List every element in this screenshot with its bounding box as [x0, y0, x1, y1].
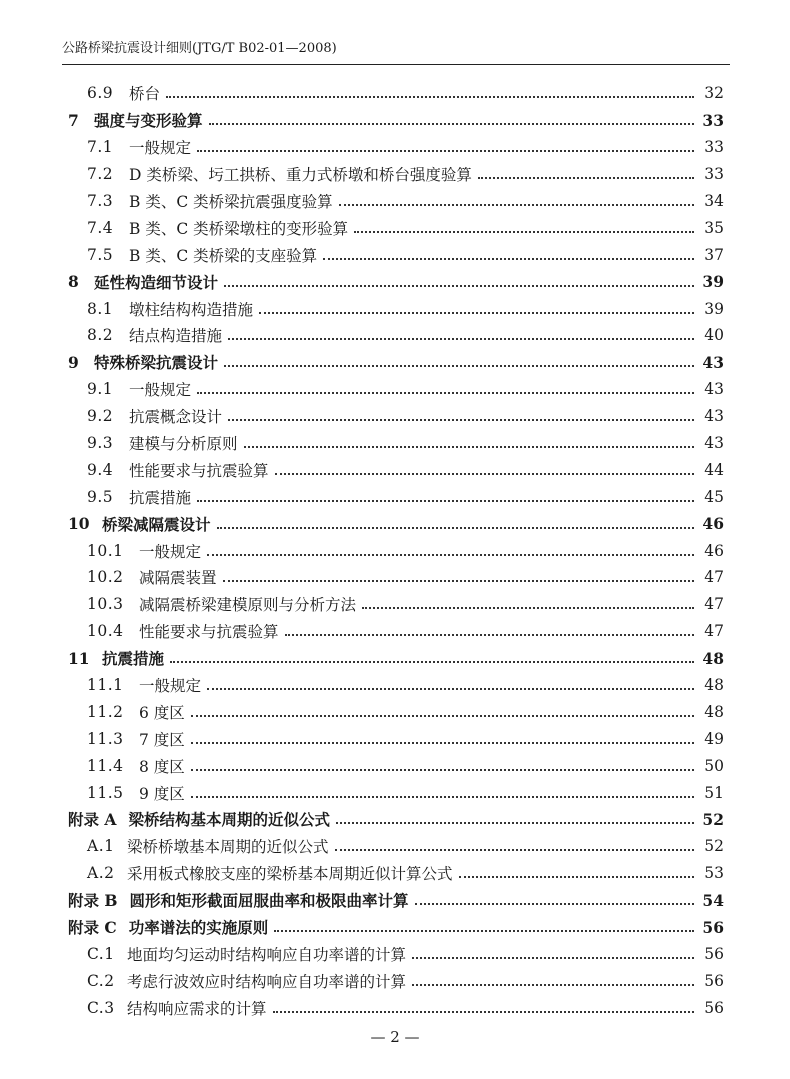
toc-entry-page: 49 — [704, 729, 724, 748]
toc-entry-label — [87, 701, 185, 723]
toc-leader-dots — [191, 715, 694, 717]
toc-entry-page: 33 — [704, 165, 724, 184]
toc-section-entry[interactable] — [0, 161, 790, 188]
toc-leader-dots — [259, 312, 694, 314]
toc-entry-number: 附录 C — [68, 918, 117, 938]
toc-leader-dots — [197, 500, 694, 502]
toc-entry-title: 减隔震桥梁建模原则与分析方法 — [139, 596, 357, 615]
toc-entry-page: 47 — [704, 568, 724, 587]
toc-section-entry[interactable] — [0, 430, 790, 457]
toc-entry-number: 11.2 — [87, 702, 124, 721]
toc-entry-number: 9.1 — [87, 380, 114, 399]
toc-section-entry[interactable] — [0, 860, 790, 887]
toc-entry-title: 8 度区 — [139, 757, 185, 776]
toc-leader-dots — [339, 204, 694, 206]
toc-entry-number: 附录 A — [68, 810, 117, 830]
page-number: — 2 — — [370, 1028, 420, 1046]
toc-section-entry[interactable] — [0, 134, 790, 161]
toc-section-entry[interactable] — [0, 295, 790, 322]
toc-section-entry[interactable] — [0, 80, 790, 107]
toc-entry-title: 性能要求与抗震验算 — [129, 461, 269, 480]
toc-entry-number: 7 — [68, 110, 79, 130]
toc-section-entry[interactable] — [0, 591, 790, 618]
toc-entry-label — [87, 324, 222, 346]
toc-entry-title: 6 度区 — [139, 703, 185, 722]
toc-entry-number: 7.1 — [87, 138, 114, 157]
toc-section-entry[interactable] — [0, 483, 790, 510]
toc-leader-dots — [166, 96, 694, 98]
toc-chapter-entry[interactable] — [0, 268, 790, 295]
toc-entry-label — [87, 970, 406, 992]
toc-leader-dots — [197, 150, 694, 152]
toc-section-entry[interactable] — [0, 322, 790, 349]
toc-entry-page: 48 — [704, 676, 724, 695]
toc-entry-number: 8.2 — [87, 326, 114, 345]
toc-entry-page: 53 — [704, 864, 724, 883]
toc-entry-page: 44 — [704, 460, 724, 479]
toc-entry-page: 56 — [704, 971, 724, 990]
toc-leader-dots — [285, 634, 694, 636]
toc-entry-label — [68, 647, 164, 669]
toc-leader-dots — [415, 903, 694, 905]
toc-entry-title: B 类、C 类桥梁墩柱的变形验算 — [129, 219, 349, 238]
toc-entry-page: 52 — [704, 837, 724, 856]
toc-entry-label — [87, 620, 279, 642]
table-of-contents — [0, 80, 790, 1021]
toc-entry-title: 一般规定 — [139, 542, 202, 561]
toc-entry-number: 9.2 — [87, 407, 114, 426]
toc-entry-page: 56 — [702, 917, 724, 937]
toc-leader-dots — [209, 123, 694, 125]
toc-entry-label — [87, 298, 253, 320]
toc-chapter-entry[interactable] — [0, 349, 790, 376]
toc-section-entry[interactable] — [0, 403, 790, 430]
toc-section-entry[interactable] — [0, 941, 790, 968]
toc-entry-label — [68, 808, 330, 830]
toc-entry-page: 33 — [702, 110, 724, 130]
toc-leader-dots — [275, 473, 694, 475]
toc-entry-number: 10.4 — [87, 622, 124, 641]
toc-entry-number: 9.5 — [87, 487, 114, 506]
toc-entry-number: 10.3 — [87, 595, 124, 614]
toc-entry-title: 抗震措施 — [129, 488, 192, 507]
toc-entry-title: B 类、C 类桥梁抗震强度验算 — [129, 193, 333, 211]
toc-entry-number: 7.3 — [87, 192, 114, 210]
toc-leader-dots — [170, 661, 694, 663]
toc-section-entry[interactable] — [0, 618, 790, 645]
toc-entry-title: 功率谱法的实施原则 — [128, 918, 269, 938]
toc-entry-label — [87, 378, 191, 400]
toc-entry-title: 一般规定 — [139, 677, 202, 696]
toc-entry-number: 10.2 — [87, 568, 124, 587]
toc-leader-dots — [354, 231, 694, 233]
toc-section-entry[interactable] — [0, 241, 790, 268]
toc-entry-title: 梁桥结构基本周期的近似公式 — [128, 810, 330, 830]
toc-entry-title: B 类、C 类桥梁的支座验算 — [129, 246, 318, 265]
toc-entry-title: 延性构造细节设计 — [94, 272, 219, 292]
toc-entry-page: 48 — [702, 648, 724, 668]
toc-entry-label — [68, 271, 218, 293]
toc-entry-label — [87, 755, 185, 777]
toc-entry-title: 抗震概念设计 — [129, 408, 223, 427]
toc-entry-label — [87, 593, 356, 615]
toc-entry-page: 34 — [704, 192, 724, 210]
toc-entry-title: 梁桥桥墩基本周期的近似公式 — [127, 838, 329, 857]
toc-entry-number: A.1 — [87, 837, 115, 856]
toc-section-entry[interactable] — [0, 214, 790, 241]
toc-entry-title: 地面均匀运动时结构响应自功率谱的计算 — [127, 945, 407, 964]
toc-leader-dots — [197, 392, 694, 394]
toc-leader-dots — [323, 258, 694, 260]
toc-leader-dots — [191, 769, 694, 771]
toc-section-entry[interactable] — [0, 672, 790, 699]
toc-leader-dots — [274, 930, 694, 932]
toc-section-entry[interactable] — [0, 698, 790, 725]
toc-entry-label — [87, 82, 160, 104]
toc-entry-page: 54 — [702, 890, 724, 910]
toc-entry-page: 40 — [704, 326, 724, 345]
toc-entry-page: 43 — [704, 434, 724, 453]
toc-section-entry[interactable] — [0, 725, 790, 752]
toc-entry-number: 10 — [68, 514, 90, 534]
toc-entry-number: 6.9 — [87, 84, 114, 103]
toc-entry-title: 墩柱结构构造措施 — [129, 300, 254, 319]
toc-entry-number: 10.1 — [87, 541, 124, 560]
toc-leader-dots — [478, 177, 694, 179]
toc-leader-dots — [228, 338, 694, 340]
toc-entry-title: 7 度区 — [139, 730, 185, 749]
toc-entry-number: 附录 B — [68, 891, 118, 911]
header-rule — [62, 64, 730, 65]
toc-leader-dots — [336, 822, 694, 824]
toc-leader-dots — [273, 1011, 694, 1013]
toc-entry-label — [87, 835, 329, 857]
toc-entry-number: C.1 — [87, 944, 115, 963]
toc-section-entry[interactable] — [0, 564, 790, 591]
toc-entry-title: 一般规定 — [129, 381, 192, 400]
toc-entry-title: 抗震措施 — [102, 649, 165, 669]
toc-entry-label — [87, 244, 317, 266]
toc-entry-page: 45 — [704, 487, 724, 506]
toc-leader-dots — [224, 285, 694, 287]
toc-entry-number: 11.1 — [87, 676, 124, 695]
toc-section-entry[interactable] — [0, 188, 790, 215]
toc-entry-label — [87, 459, 269, 481]
toc-section-entry[interactable] — [0, 994, 790, 1021]
toc-entry-page: 47 — [704, 622, 724, 641]
toc-section-entry[interactable] — [0, 537, 790, 564]
toc-entry-label — [87, 728, 185, 750]
toc-entry-page: 43 — [702, 352, 724, 372]
toc-leader-dots — [207, 554, 694, 556]
toc-entry-title: 圆形和矩形截面屈服曲率和极限曲率计算 — [129, 891, 409, 911]
toc-entry-label — [87, 405, 222, 427]
toc-entry-title: 减隔震装置 — [139, 569, 217, 588]
toc-entry-label — [87, 190, 333, 212]
toc-entry-number: 11 — [68, 648, 90, 668]
toc-leader-dots — [335, 849, 694, 851]
toc-entry-number: 7.4 — [87, 218, 114, 237]
toc-entry-title: 一般规定 — [129, 139, 192, 158]
toc-entry-label — [87, 997, 267, 1019]
toc-entry-title: 桥梁减隔震设计 — [102, 514, 211, 534]
toc-section-entry[interactable] — [0, 779, 790, 806]
toc-entry-number: C.2 — [87, 971, 115, 990]
toc-entry-label — [68, 889, 409, 911]
toc-chapter-entry[interactable] — [0, 806, 790, 833]
toc-entry-page: 46 — [702, 514, 724, 534]
toc-leader-dots — [223, 580, 694, 582]
toc-entry-label — [87, 540, 201, 562]
toc-entry-number: 8.1 — [87, 299, 114, 318]
toc-entry-title: 强度与变形验算 — [94, 111, 203, 131]
toc-entry-page: 43 — [704, 407, 724, 426]
toc-entry-page: 48 — [704, 702, 724, 721]
toc-entry-title: 结构响应需求的计算 — [127, 999, 267, 1018]
toc-entry-page: 33 — [704, 138, 724, 157]
toc-leader-dots — [217, 527, 694, 529]
toc-entry-page: 50 — [704, 756, 724, 775]
toc-leader-dots — [191, 796, 694, 798]
toc-entry-label — [87, 943, 406, 965]
toc-chapter-entry[interactable] — [0, 914, 790, 941]
toc-section-entry[interactable] — [0, 456, 790, 483]
toc-entry-title: 性能要求与抗震验算 — [139, 623, 279, 642]
toc-entry-page: 51 — [704, 783, 724, 802]
toc-entry-page: 32 — [704, 84, 724, 103]
toc-entry-number: 7.5 — [87, 245, 114, 264]
toc-entry-page: 56 — [704, 998, 724, 1017]
toc-entry-label — [87, 566, 217, 588]
toc-entry-title: 考虑行波效应时结构响应自功率谱的计算 — [127, 972, 407, 991]
toc-entry-number: 9 — [68, 352, 79, 372]
toc-entry-number: 9.4 — [87, 460, 114, 479]
toc-chapter-entry[interactable] — [0, 887, 790, 914]
toc-leader-dots — [191, 742, 694, 744]
toc-entry-number: 11.5 — [87, 783, 124, 802]
toc-entry-page: 43 — [704, 380, 724, 399]
toc-leader-dots — [412, 984, 694, 986]
toc-entry-label — [87, 862, 453, 884]
toc-entry-title: 采用板式橡胶支座的梁桥基本周期近似计算公式 — [127, 865, 453, 884]
toc-entry-page: 35 — [704, 218, 724, 237]
running-header: 公路桥梁抗震设计细则(JTG/T B02-01—2008) — [62, 41, 337, 56]
toc-section-entry[interactable] — [0, 967, 790, 994]
toc-leader-dots — [362, 607, 694, 609]
toc-entry-number: 8 — [68, 272, 79, 292]
toc-leader-dots — [207, 688, 694, 690]
toc-entry-label — [68, 513, 211, 535]
toc-entry-label — [87, 674, 201, 696]
toc-entry-number: 11.3 — [87, 729, 124, 748]
toc-section-entry[interactable] — [0, 376, 790, 403]
toc-entry-page: 52 — [702, 809, 724, 829]
toc-leader-dots — [224, 365, 694, 367]
toc-entry-page: 47 — [704, 595, 724, 614]
toc-entry-label — [87, 136, 191, 158]
toc-entry-label — [87, 486, 191, 508]
toc-entry-number: C.3 — [87, 998, 115, 1017]
toc-entry-page: 39 — [702, 272, 724, 292]
toc-entry-label — [87, 217, 348, 239]
toc-entry-number: 9.3 — [87, 434, 114, 453]
toc-entry-label — [68, 916, 268, 938]
toc-entry-title: 9 度区 — [139, 784, 185, 803]
toc-entry-number: 11.4 — [87, 756, 124, 775]
toc-leader-dots — [228, 419, 694, 421]
toc-leader-dots — [244, 446, 694, 448]
toc-entry-page: 39 — [704, 299, 724, 318]
toc-entry-title: 结点构造措施 — [129, 327, 223, 346]
toc-entry-number: 7.2 — [87, 165, 114, 184]
toc-entry-label — [87, 782, 185, 804]
toc-section-entry[interactable] — [0, 752, 790, 779]
toc-entry-page: 37 — [704, 245, 724, 264]
toc-entry-title: 建模与分析原则 — [129, 435, 238, 454]
toc-chapter-entry[interactable] — [0, 645, 790, 672]
toc-entry-title: 桥台 — [129, 85, 161, 104]
toc-entry-label — [87, 432, 238, 454]
toc-entry-label — [68, 109, 203, 131]
toc-entry-page: 46 — [704, 541, 724, 560]
toc-entry-label — [87, 163, 472, 185]
toc-section-entry[interactable] — [0, 833, 790, 860]
toc-leader-dots — [459, 876, 694, 878]
toc-entry-number: A.2 — [87, 864, 115, 883]
toc-entry-page: 56 — [704, 944, 724, 963]
toc-chapter-entry[interactable] — [0, 107, 790, 134]
toc-leader-dots — [412, 957, 694, 959]
toc-chapter-entry[interactable] — [0, 510, 790, 537]
toc-entry-title: 特殊桥梁抗震设计 — [94, 353, 219, 373]
toc-entry-title: D 类桥梁、圬工拱桥、重力式桥墩和桥台强度验算 — [129, 166, 472, 185]
toc-entry-label — [68, 351, 218, 373]
